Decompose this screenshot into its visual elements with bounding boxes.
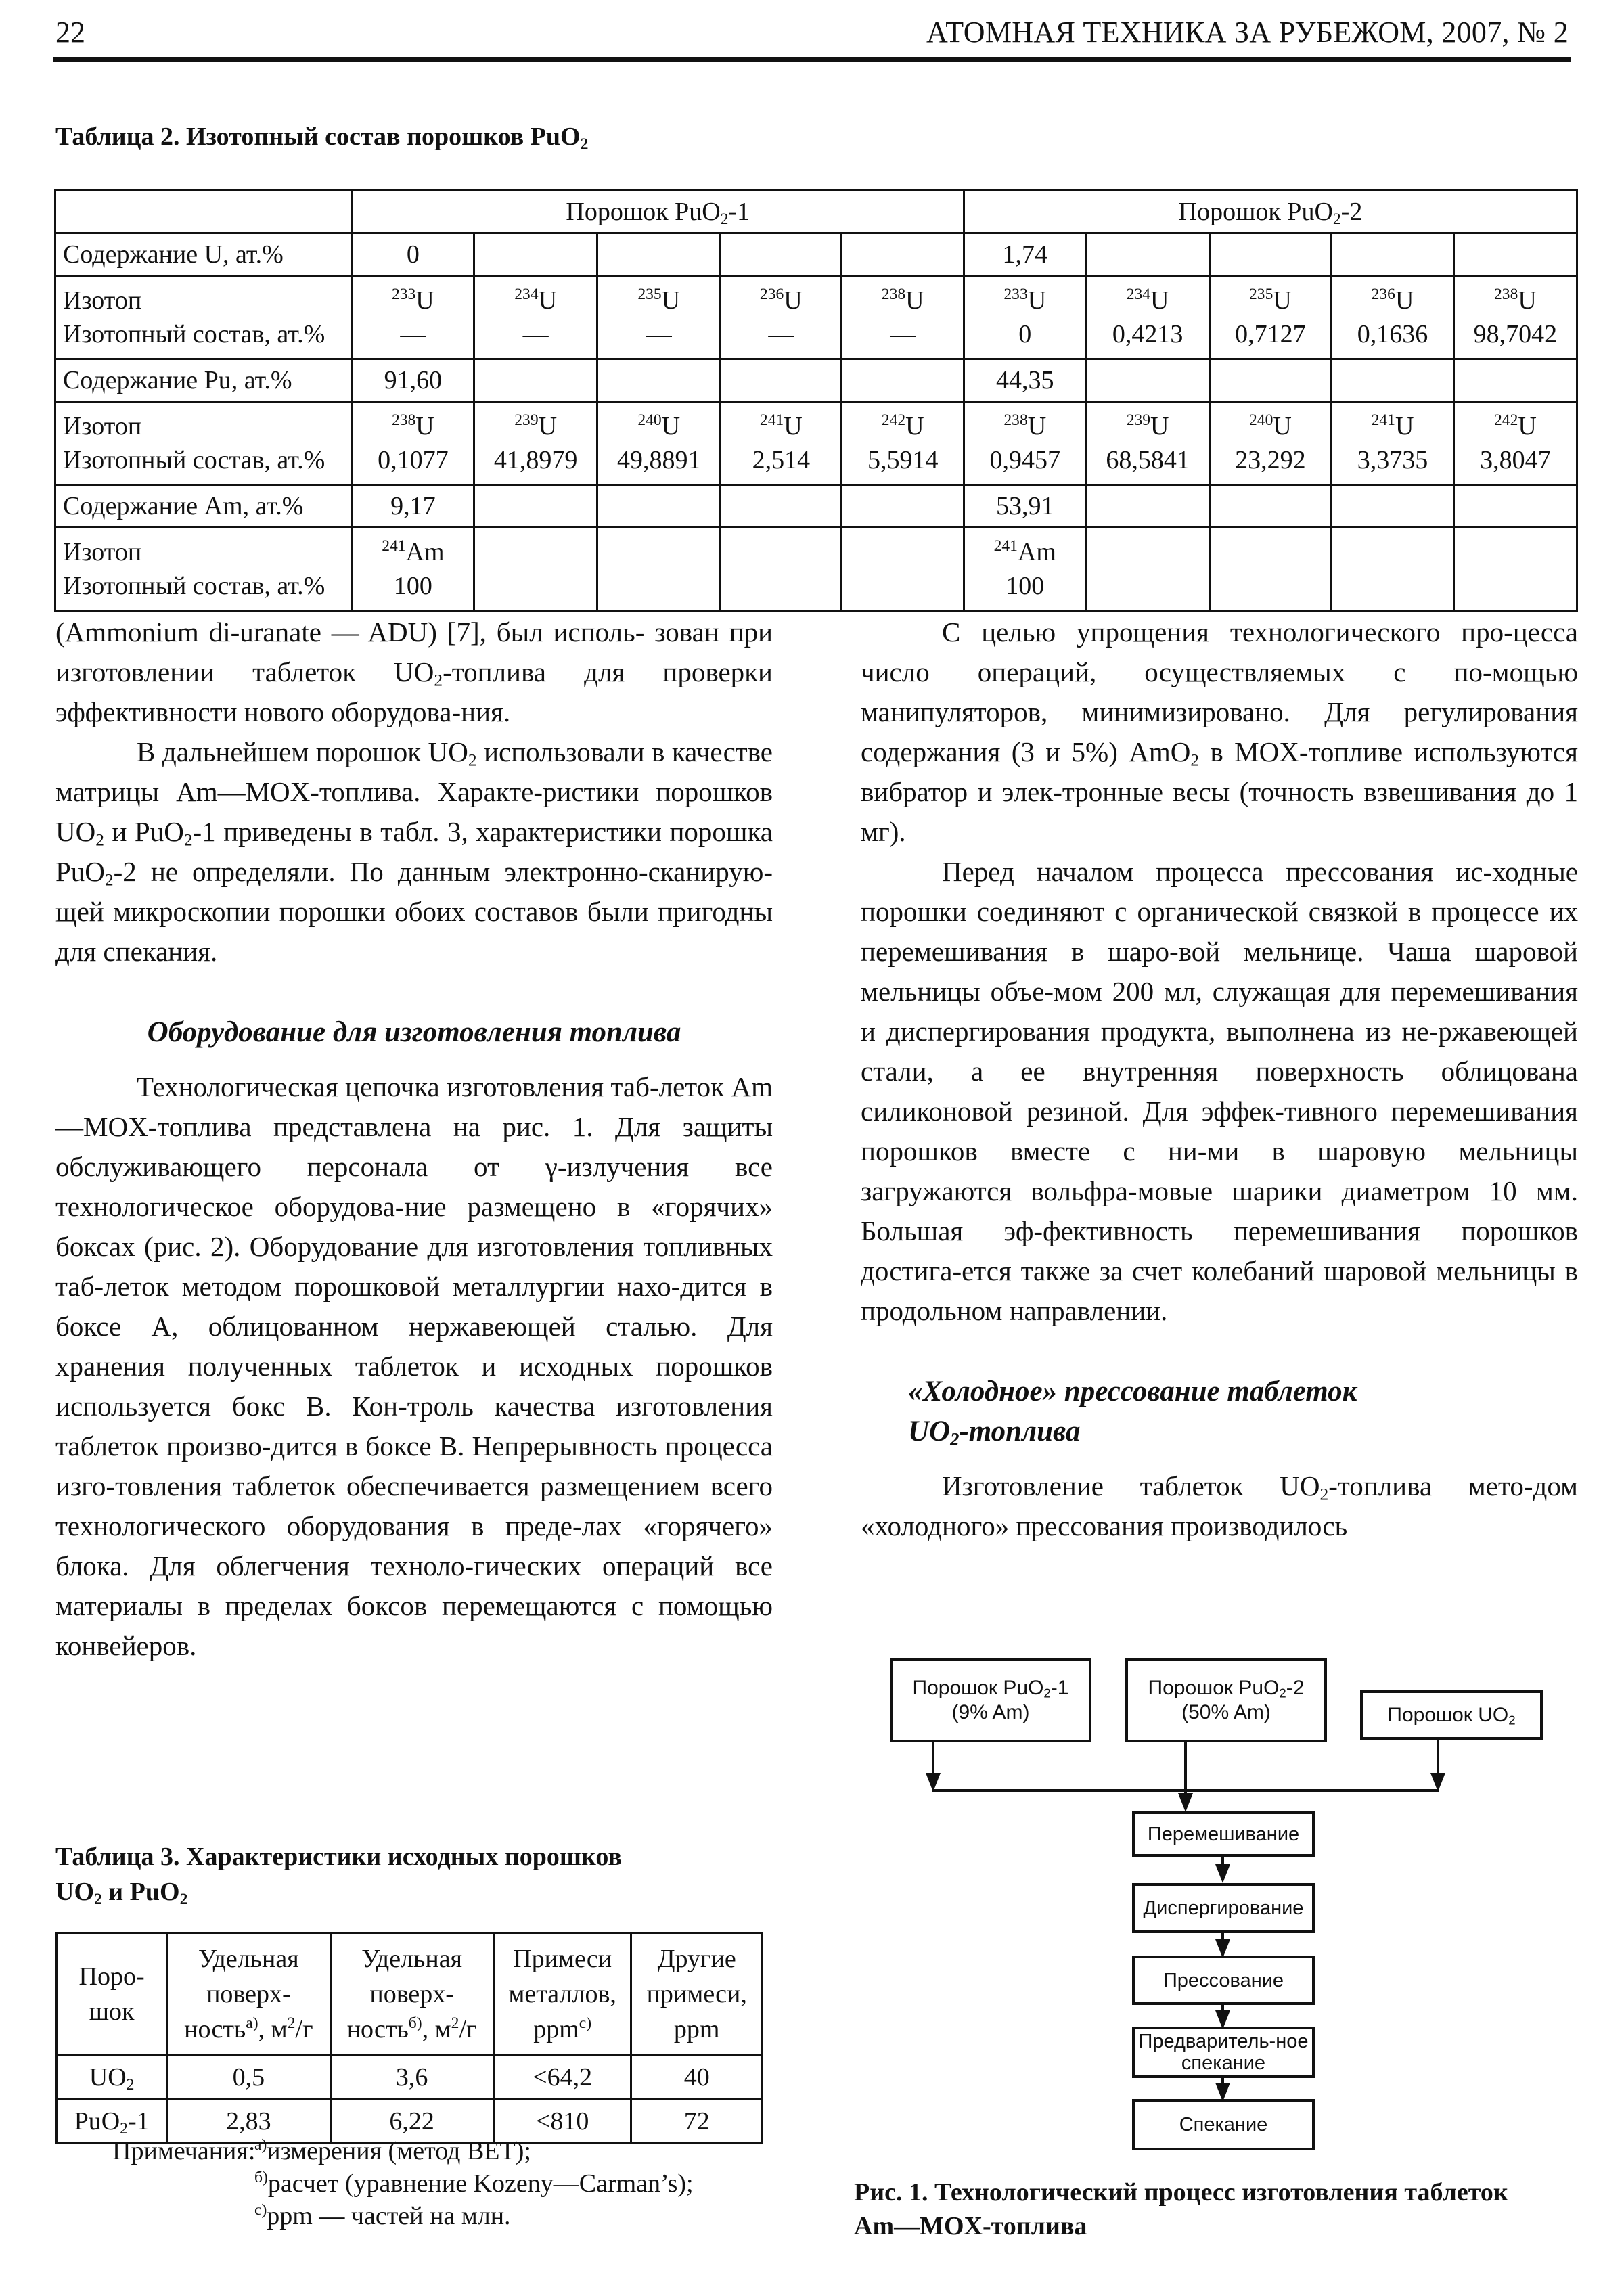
table2-title-text: Таблица 2. Изотопный состав порошков PuO <box>55 122 581 151</box>
value: 0 <box>1018 320 1032 348</box>
empty-cell <box>842 485 964 528</box>
note-item <box>254 2202 511 2230</box>
isotope-cell <box>964 528 1086 611</box>
unit: , м <box>258 2015 288 2043</box>
value: 100 <box>393 572 432 600</box>
cell-value: 53,91 <box>964 485 1086 528</box>
spacer <box>861 1331 1578 1372</box>
text-run: В дальнейшем порошок UO <box>137 736 468 767</box>
title-line: и PuO <box>102 1878 180 1906</box>
notes-list <box>254 2135 694 2232</box>
value: 5,5914 <box>867 446 939 474</box>
arrow-down-icon <box>1178 1793 1193 1812</box>
unit: , м <box>422 2015 451 2043</box>
isotope-cell <box>474 402 597 485</box>
title-line: UO <box>55 1878 94 1906</box>
cell-value: 91,60 <box>352 359 474 402</box>
empty-cell <box>1209 528 1332 611</box>
value: 0,1077 <box>378 446 449 474</box>
heading-line: -топлива <box>959 1416 1081 1447</box>
isotope-cell <box>1209 402 1332 485</box>
isotope-label: Изотоп <box>63 412 142 441</box>
cell-value: 6,22 <box>330 2100 493 2144</box>
cell-value: 72 <box>631 2100 763 2144</box>
isotope-cell <box>842 402 964 485</box>
paragraph <box>861 1466 1578 1546</box>
powder-cell <box>57 2056 167 2100</box>
mass-number: 236 <box>759 285 784 303</box>
empty-cell <box>842 359 964 402</box>
value: 3,3735 <box>1357 446 1428 474</box>
mass-number: 240 <box>637 411 662 429</box>
subscript: 2 <box>1190 750 1200 770</box>
journal-title: АТОМНАЯ ТЕХНИКА ЗА РУБЕЖОМ, 2007, № 2 <box>926 16 1569 49</box>
table2-corner-cell <box>55 191 353 233</box>
unit: /г <box>295 2015 313 2043</box>
spacer <box>55 972 773 1012</box>
box-text <box>1387 1703 1515 1727</box>
group-label-suffix: -1 <box>728 198 750 226</box>
cell-value: 0,5 <box>167 2056 330 2100</box>
table2-header-row <box>55 191 1577 233</box>
element: U <box>905 412 924 441</box>
composition-label: Изотопный состав, ат.% <box>63 320 325 348</box>
left-column <box>55 612 773 1666</box>
mass-number: 242 <box>1494 411 1518 429</box>
text-run: -топлива мето-дом «холодного» прессования производилось <box>861 1470 1578 1541</box>
composition-label: Изотопный состав, ат.% <box>63 572 325 600</box>
subscript: 2 <box>1320 1485 1329 1504</box>
table2-row-u-isotopes <box>55 276 1577 359</box>
note-text: ppm — частей на млн. <box>267 2202 511 2230</box>
isotope-cell <box>1086 276 1209 359</box>
empty-cell <box>1086 233 1209 276</box>
isotope-cell <box>964 276 1086 359</box>
isotope-cell <box>352 528 474 611</box>
paragraph <box>55 732 773 972</box>
table2-row-am-isotopes <box>55 528 1577 611</box>
element: U <box>538 286 558 315</box>
superscript: 2 <box>287 2014 296 2032</box>
powder: UO <box>89 2063 127 2092</box>
empty-cell <box>597 485 721 528</box>
row-label <box>55 528 353 611</box>
mass-number: 238 <box>1494 285 1518 303</box>
table3-powder-characteristics <box>55 1932 763 2144</box>
table2-row-pu-content <box>55 359 1577 402</box>
isotope-cell <box>1332 402 1454 485</box>
value: 0,4213 <box>1112 320 1183 348</box>
flow-box-puo2-2 <box>1125 1658 1327 1742</box>
empty-cell <box>1086 528 1209 611</box>
cell-value: 3,6 <box>330 2056 493 2100</box>
subscript: 2 <box>950 1428 960 1449</box>
group-label: Порошок PuO <box>566 198 721 226</box>
value: 49,8891 <box>616 446 701 474</box>
empty-cell <box>1209 485 1332 528</box>
empty-cell <box>597 528 721 611</box>
note-text: расчет (уравнение Kozeny—Carman’s); <box>267 2169 694 2198</box>
empty-cell <box>1209 233 1332 276</box>
footnote-mark: а) <box>246 2014 258 2032</box>
table3-header-row <box>57 1933 763 2056</box>
note-item <box>254 2169 694 2198</box>
column-header <box>167 1933 330 2056</box>
cell-value: <810 <box>493 2100 631 2144</box>
empty-cell <box>597 359 721 402</box>
empty-cell <box>1332 233 1454 276</box>
isotope-cell <box>352 402 474 485</box>
element: U <box>1150 412 1169 441</box>
isotope-cell <box>842 276 964 359</box>
text-run: -2 не определяли. По данным электронно-сканирую-щей микроскопии порошки обоих составов были пригодны для спекания. <box>55 856 773 967</box>
column-header <box>330 1933 493 2056</box>
row-label <box>55 402 353 485</box>
box-label: Порошок UO <box>1387 1703 1509 1726</box>
cell-value: 1,74 <box>964 233 1086 276</box>
header-rule <box>53 57 1571 62</box>
empty-cell <box>842 233 964 276</box>
table-row <box>57 2056 763 2100</box>
empty-cell <box>1332 359 1454 402</box>
value: — <box>522 320 549 348</box>
powder-suffix: -1 <box>127 2107 150 2136</box>
page-number: 22 <box>55 16 85 49</box>
box-sublabel: (50% Am) <box>1181 1700 1271 1723</box>
value: 0,7127 <box>1235 320 1306 348</box>
connector-line <box>1184 1742 1187 1793</box>
group-label-suffix: -2 <box>1340 198 1363 226</box>
mass-number: 241 <box>993 537 1018 555</box>
value: — <box>400 320 426 348</box>
text-run: -1 приведены в табл. 3, характеристики порошка PuO <box>55 816 773 887</box>
footnote-mark: а) <box>254 2136 267 2154</box>
mass-number: 239 <box>514 411 539 429</box>
subscript: 2 <box>1279 1686 1286 1700</box>
column-header <box>493 1933 631 2056</box>
mass-number: 238 <box>391 411 416 429</box>
subscript: 2 <box>1508 1713 1516 1727</box>
note-text: измерения (метод BET); <box>267 2137 531 2165</box>
table3-title <box>55 1839 773 1910</box>
mass-number: 239 <box>1126 411 1151 429</box>
right-column <box>861 612 1578 1546</box>
table3-notes <box>112 2135 694 2232</box>
element: U <box>784 286 803 315</box>
empty-cell <box>474 359 597 402</box>
value: 2,514 <box>752 446 811 474</box>
column-header: Поро-шок <box>57 1933 167 2056</box>
superscript: 2 <box>451 2014 459 2032</box>
subscript: 2 <box>720 210 729 228</box>
subscript: 2 <box>434 671 443 690</box>
mass-number: 236 <box>1371 285 1395 303</box>
header-text: Примеси металлов, ppm <box>508 1945 616 2043</box>
empty-cell <box>721 485 842 528</box>
isotope-label: Изотоп <box>63 538 142 566</box>
element: U <box>1027 286 1047 315</box>
box-sublabel: (9% Am) <box>951 1700 1030 1723</box>
empty-cell <box>1332 528 1454 611</box>
powder: PuO <box>74 2107 120 2136</box>
element: U <box>661 412 681 441</box>
heading-line: «Холодное» прессование таблеток <box>908 1376 1357 1407</box>
flow-box-puo2-1 <box>890 1658 1091 1742</box>
paragraph <box>55 612 773 732</box>
table2-isotopic-composition <box>54 189 1578 612</box>
text-run: и PuO <box>104 816 184 847</box>
element: U <box>1395 412 1414 441</box>
value: 0,1636 <box>1357 320 1428 348</box>
flow-step-pressing: Прессование <box>1132 1956 1315 2005</box>
header-text: Удельная поверх-ность <box>184 1945 299 2043</box>
value: 3,8047 <box>1480 446 1551 474</box>
paragraph <box>861 612 1578 852</box>
empty-cell <box>1086 485 1209 528</box>
box-label: -2 <box>1286 1676 1305 1699</box>
flow-box-uo2 <box>1360 1690 1543 1740</box>
element: U <box>905 286 924 315</box>
empty-cell <box>474 528 597 611</box>
element: U <box>538 412 558 441</box>
mass-number: 238 <box>1003 411 1028 429</box>
caption-line: Рис. 1. Технологический процесс изготовления таблеток <box>854 2178 1508 2207</box>
isotope-cell <box>964 402 1086 485</box>
cell-value: 40 <box>631 2056 763 2100</box>
box-label: Порошок PuO <box>1148 1676 1280 1699</box>
isotope-cell <box>474 276 597 359</box>
flow-step-sintering: Спекание <box>1132 2099 1315 2150</box>
arrow-down-icon <box>1215 1864 1230 1883</box>
box-text <box>1148 1676 1305 1725</box>
section-heading: Оборудование для изготовления топлива <box>147 1016 681 1048</box>
isotope-label: Изотоп <box>63 286 142 315</box>
footnote-mark: c) <box>579 2014 592 2032</box>
element: U <box>1027 412 1047 441</box>
subscript: 2 <box>104 870 114 890</box>
table2-row-pu-isotopes <box>55 402 1577 485</box>
text-run: С целью упрощения технологического про-цесса число операций, осуществляемых с по-мощью манипуляторов, минимизировано. Для регулирования содержания (3 и 5%) AmO <box>861 616 1578 767</box>
unit: /г <box>459 2015 477 2043</box>
value: — <box>646 320 672 348</box>
row-label <box>55 276 353 359</box>
text-run: -топлива для проверки эффективности нового оборудова-ния. <box>55 656 773 727</box>
empty-cell <box>721 528 842 611</box>
bus-line <box>932 1789 1439 1792</box>
isotope-cell <box>1453 402 1577 485</box>
isotope-cell <box>1332 276 1454 359</box>
section-heading <box>861 1372 1578 1451</box>
empty-cell <box>597 233 721 276</box>
empty-cell <box>1086 359 1209 402</box>
header-text: Удельная поверх-ность <box>346 1945 463 2043</box>
footnote-mark: c) <box>254 2200 267 2219</box>
subscript: 2 <box>1332 210 1341 228</box>
mass-number: 234 <box>514 285 539 303</box>
flow-step-pre-sintering: Предваритель-ное спекание <box>1132 2027 1315 2078</box>
value: 98,7042 <box>1473 320 1558 348</box>
title-line: Таблица 3. Характеристики исходных порошков <box>55 1843 622 1871</box>
paragraph: Технологическая цепочка изготовления таб-леток Am—MOX-топлива представлена на рис. 1. Для защиты обслуживающего персонала от γ-излучения все технологическое оборудова-ние размещено в «горячих» боксах (рис. 2). Оборудование для изготовления топливных таб-леток методом порошковой металлургии нахо-дится в боксе А, облицованном нержавеющей сталью. Для хранения полученных таблеток и исходных порошков используется бокс В. Кон-троль качества изготовления таблеток произво-дится в боксе В. Непрерывность процесса изго-товления таблеток обеспечивается размещением всего технологического оборудования в преде-лах «горячего» блока. Для облегчения техноло-гических операций все материалы в пределах боксов перемещаются с помощью конвейеров. <box>55 1071 773 1661</box>
column-header: Другие примеси, ppm <box>631 1933 763 2056</box>
table2-group-powder1 <box>352 191 964 233</box>
composition-label: Изотопный состав, ат.% <box>63 446 325 474</box>
isotope-cell <box>721 402 842 485</box>
table2-row-am-content <box>55 485 1577 528</box>
box-text <box>913 1676 1069 1725</box>
subscript: 2 <box>120 2119 128 2138</box>
element: U <box>1518 412 1537 441</box>
empty-cell <box>1453 528 1577 611</box>
element: U <box>661 286 681 315</box>
mass-number: 242 <box>881 411 906 429</box>
empty-cell <box>842 528 964 611</box>
subscript: 2 <box>94 1890 102 1908</box>
note-item <box>254 2137 531 2165</box>
empty-cell <box>1453 233 1577 276</box>
empty-cell <box>721 233 842 276</box>
mass-number: 240 <box>1249 411 1273 429</box>
flow-step-dispersing: Диспергирование <box>1132 1883 1315 1933</box>
isotope-cell <box>721 276 842 359</box>
figure1-caption <box>854 2175 1592 2243</box>
empty-cell <box>1332 485 1454 528</box>
subscript: 2 <box>95 830 104 850</box>
cell-value: 0 <box>352 233 474 276</box>
value: 100 <box>1006 572 1045 600</box>
footnote-mark: б) <box>254 2168 268 2186</box>
element: U <box>415 286 434 315</box>
mass-number: 233 <box>1003 285 1028 303</box>
subscript: 2 <box>179 1890 188 1908</box>
caption-line: Am—MOX-топлива <box>854 2212 1087 2240</box>
element: U <box>1395 286 1414 315</box>
mass-number: 241 <box>1371 411 1395 429</box>
value: 0,9457 <box>989 446 1061 474</box>
cell-value: 2,83 <box>167 2100 330 2144</box>
isotope-cell <box>352 276 474 359</box>
element: Am <box>1017 538 1056 566</box>
isotope-cell <box>597 402 721 485</box>
paragraph: Перед началом процесса прессования ис-ходные порошки соединяют с органической связкой в процессе их перемешивания в шаро-вой мельнице. Чаша шаровой мельницы объе-мом 200 мл, служащая для перемешивания и диспергирования продукта, выполнена из не-ржавеющей стали, а ее внутренняя поверхность облицована силиконовой резиной. Для эффек-тивного перемешивания порошков вместе с ни-ми в шаровую мельницы загружаются вольфра-мовые шарики диаметром 10 мм. Большая эф-фективность перемешивания порошков достига-ется также за счет колебаний шаровой мельницы в продольном направлении. <box>861 856 1578 1326</box>
element: U <box>415 412 434 441</box>
mass-number: 238 <box>881 285 906 303</box>
table2-row-u-content <box>55 233 1577 276</box>
value: 23,292 <box>1235 446 1306 474</box>
element: U <box>1273 412 1292 441</box>
element: U <box>1518 286 1537 315</box>
connector-line <box>1437 1740 1439 1778</box>
value: 41,8979 <box>493 446 578 474</box>
isotope-cell <box>1453 276 1577 359</box>
empty-cell <box>474 233 597 276</box>
element: U <box>1150 286 1169 315</box>
cell-value: 44,35 <box>964 359 1086 402</box>
empty-cell <box>474 485 597 528</box>
mass-number: 235 <box>1249 285 1273 303</box>
group-label: Порошок PuO <box>1178 198 1333 226</box>
value: 68,5841 <box>1106 446 1190 474</box>
mass-number: 233 <box>391 285 416 303</box>
text-run: в MOX-топливе используются вибратор и элек-тронные весы (точность взвешивания до 1 мг). <box>861 736 1578 847</box>
subscript: 2 <box>1043 1686 1051 1700</box>
text-run: зован при изготовлении таблеток UO <box>55 616 773 687</box>
cell-value: 9,17 <box>352 485 474 528</box>
mass-number: 241 <box>759 411 784 429</box>
subscript: 2 <box>468 750 477 770</box>
row-label: Содержание Am, ат.% <box>55 485 353 528</box>
mass-number: 235 <box>637 285 662 303</box>
empty-cell <box>721 359 842 402</box>
table2-group-powder2 <box>964 191 1577 233</box>
subscript: 2 <box>580 135 589 153</box>
text-run: (Ammonium di-uranate — ADU) [7], был исполь- <box>55 616 645 648</box>
notes-label: Примечания: <box>112 2137 256 2165</box>
mass-number: 241 <box>382 537 406 555</box>
empty-cell <box>1453 485 1577 528</box>
subscript: 2 <box>126 2075 135 2094</box>
text-run: Изготовление таблеток UO <box>942 1470 1320 1501</box>
empty-cell <box>1453 359 1577 402</box>
element: U <box>784 412 803 441</box>
element: Am <box>405 538 445 566</box>
empty-cell <box>1209 359 1332 402</box>
row-label: Содержание U, ат.% <box>55 233 353 276</box>
element: U <box>1273 286 1292 315</box>
isotope-cell <box>1209 276 1332 359</box>
value: — <box>768 320 794 348</box>
heading-line: UO <box>908 1416 951 1447</box>
row-label: Содержание Pu, ат.% <box>55 359 353 402</box>
box-label: Порошок PuO <box>912 1676 1044 1699</box>
mass-number: 234 <box>1126 285 1151 303</box>
subscript: 2 <box>183 830 193 850</box>
value: — <box>890 320 916 348</box>
footnote-mark: б) <box>408 2014 422 2032</box>
cell-value: <64,2 <box>493 2056 631 2100</box>
table2-title <box>55 122 588 152</box>
flow-step-mixing: Перемешивание <box>1132 1811 1315 1857</box>
isotope-cell <box>1086 402 1209 485</box>
isotope-cell <box>597 276 721 359</box>
box-label: -1 <box>1050 1676 1069 1699</box>
text-run: использовали в качестве матрицы Am—MOX-топлива. Характе-ристики порошков UO <box>55 736 773 847</box>
